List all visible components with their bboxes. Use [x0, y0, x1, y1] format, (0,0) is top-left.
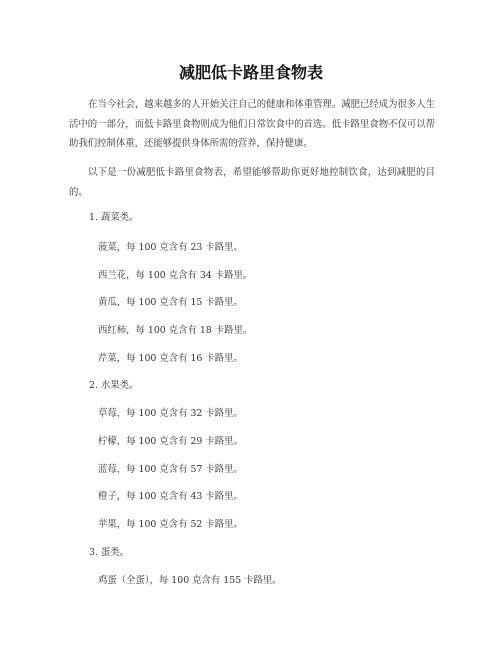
- section-heading-eggs: 3. 蛋类。: [89, 547, 130, 558]
- list-item: 鸡蛋（全蛋），每 100 克含有 155 卡路里。: [98, 575, 282, 586]
- intro-paragraph-1: 在当今社会，越来越多的人开始关注自己的健康和体重管理。减肥已经成为很多人生活中的一部分，而低卡路里食物则成为他们日常饮食中的首选。低卡路里食物不仅可以帮助我们控制体重，还能够提供身体所需的营养，保持健康。: [69, 99, 435, 149]
- list-item: 柠檬，每 100 克含有 29 卡路里。: [98, 436, 243, 447]
- list-item: 菠菜，每 100 克含有 23 卡路里。: [98, 242, 243, 253]
- list-item: 芹菜，每 100 克含有 16 卡路里。: [98, 353, 243, 364]
- document-title: 减肥低卡路里食物表: [178, 63, 323, 82]
- list-item: 蓝莓，每 100 克含有 57 卡路里。: [98, 464, 243, 475]
- list-item: 黄瓜，每 100 克含有 15 卡路里。: [98, 297, 243, 308]
- list-item: 橙子，每 100 克含有 43 卡路里。: [98, 491, 243, 502]
- intro-paragraph-2: 以下是一份减肥低卡路里食物表，希望能够帮助你更好地控制饮食，达到减肥的目的。: [69, 167, 435, 198]
- list-item: 苹果，每 100 克含有 52 卡路里。: [98, 519, 243, 530]
- list-item: 草莓，每 100 克含有 32 卡路里。: [98, 408, 243, 419]
- section-heading-vegetables: 1. 蔬菜类。: [89, 212, 139, 223]
- list-item: 西兰花，每 100 克含有 34 卡路里。: [98, 270, 253, 281]
- section-heading-fruits: 2. 水果类。: [89, 380, 139, 391]
- list-item: 西红柿，每 100 克含有 18 卡路里。: [98, 325, 253, 336]
